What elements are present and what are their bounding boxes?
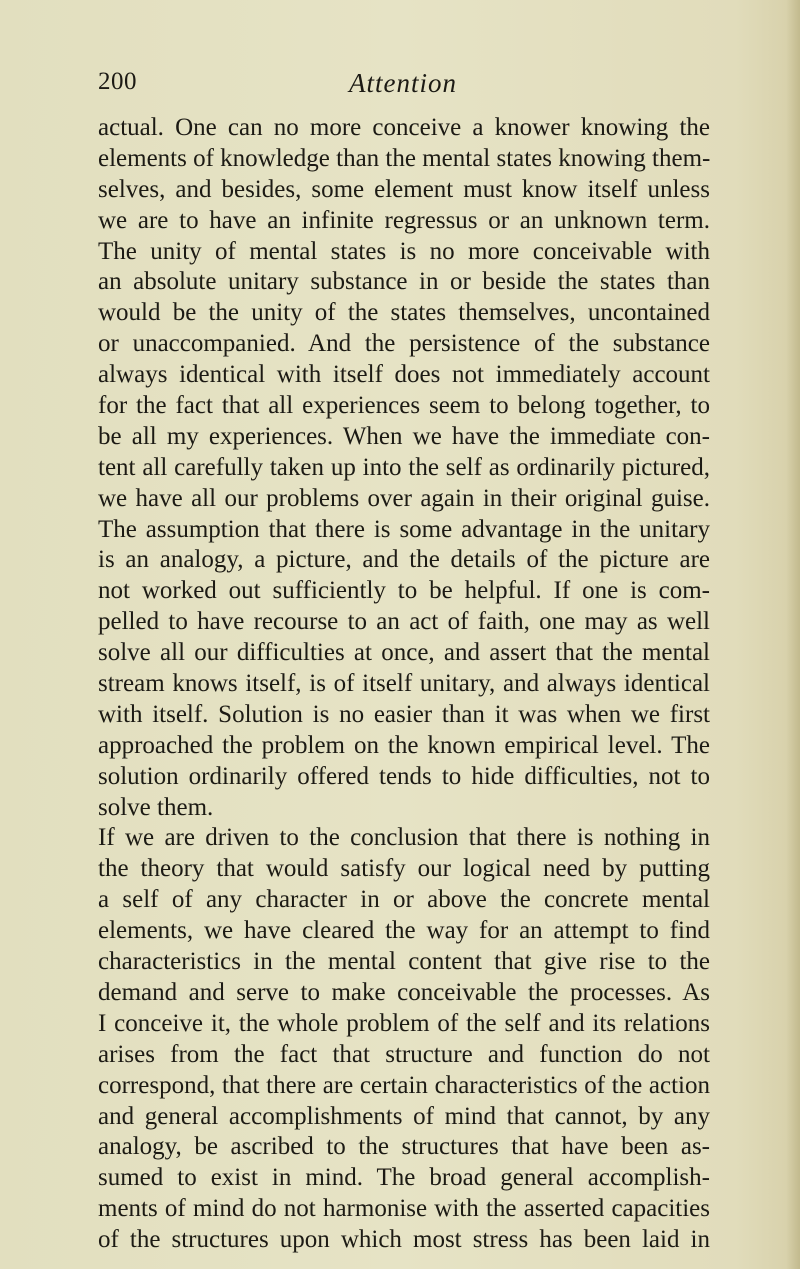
paragraph-end-line: solve them. xyxy=(98,793,214,821)
text-line: sumed to exist in mind. The broad general accomplish- xyxy=(98,1164,710,1192)
body-text xyxy=(98,113,710,1256)
text-line: correspond, that there are certain characteristics of the action xyxy=(98,1071,710,1099)
text-line: of the structures upon which most stress has been laid in xyxy=(98,1226,710,1254)
text-line: with itself. Solution is no easier than it was when we first xyxy=(98,700,710,728)
text-line: ments of mind do not harmonise with the asserted capacities xyxy=(98,1195,710,1223)
text-line: not worked out sufficiently to be helpful. If one is com- xyxy=(98,577,710,605)
text-line: pelled to have recourse to an act of faith, one may as well xyxy=(98,608,710,636)
text-line: tent all carefully taken up into the self as ordinarily pictured, xyxy=(98,453,710,481)
text-line: is an analogy, a picture, and the details of the picture are xyxy=(98,546,710,574)
text-line: would be the unity of the states themselves, uncontained xyxy=(98,299,710,327)
text-line: arises from the fact that structure and function do not xyxy=(98,1040,710,1068)
text-line: be all my experiences. When we have the immediate con- xyxy=(98,422,710,450)
text-line: I conceive it, the whole problem of the self and its relations xyxy=(98,1009,710,1037)
text-line: we have all our problems over again in their original guise. xyxy=(98,484,710,512)
text-line: solve all our difficulties at once, and assert that the mental xyxy=(98,639,710,667)
text-line: elements of knowledge than the mental states knowing them- xyxy=(98,144,711,172)
text-line: for the fact that all experiences seem to belong together, to xyxy=(98,392,710,420)
text-line: actual. One can no more conceive a knower knowing the xyxy=(98,114,710,141)
text-line: If we are driven to the conclusion that there is nothing in xyxy=(98,824,710,852)
text-line: analogy, be ascribed to the structures that have been as- xyxy=(98,1133,710,1161)
text-line: selves, and besides, some element must know itself unless xyxy=(98,175,710,203)
text-line: stream knows itself, is of itself unitary, and always identical xyxy=(98,670,710,698)
text-line: The assumption that there is some advantage in the unitary xyxy=(98,515,710,543)
text-line: a self of any character in or above the concrete mental xyxy=(98,886,710,914)
text-line: elements, we have cleared the way for an attempt to find xyxy=(98,917,710,945)
text-line: always identical with itself does not immediately account xyxy=(98,361,710,389)
text-line: The unity of mental states is no more conceivable with xyxy=(98,237,710,265)
text-line: approached the problem on the known empirical level. The xyxy=(98,731,710,759)
text-line: solution ordinarily offered tends to hide difficulties, not to xyxy=(98,762,710,790)
page-edge-shadow xyxy=(786,0,800,1269)
text-line: or unaccompanied. And the persistence of the substance xyxy=(98,330,710,358)
text-line: the theory that would satisfy our logical need by putting xyxy=(98,855,710,883)
page-number: 200 xyxy=(98,68,137,95)
running-title: Attention xyxy=(349,68,457,98)
text-line: characteristics in the mental content that give rise to the xyxy=(98,948,710,976)
text-line: we are to have an infinite regressus or an unknown term. xyxy=(98,206,710,234)
text-line: and general accomplishments of mind that cannot, by any xyxy=(98,1102,710,1130)
text-line: demand and serve to make conceivable the processes. As xyxy=(98,978,710,1006)
running-head xyxy=(98,68,708,104)
text-line: an absolute unitary substance in or beside the states than xyxy=(98,268,710,296)
